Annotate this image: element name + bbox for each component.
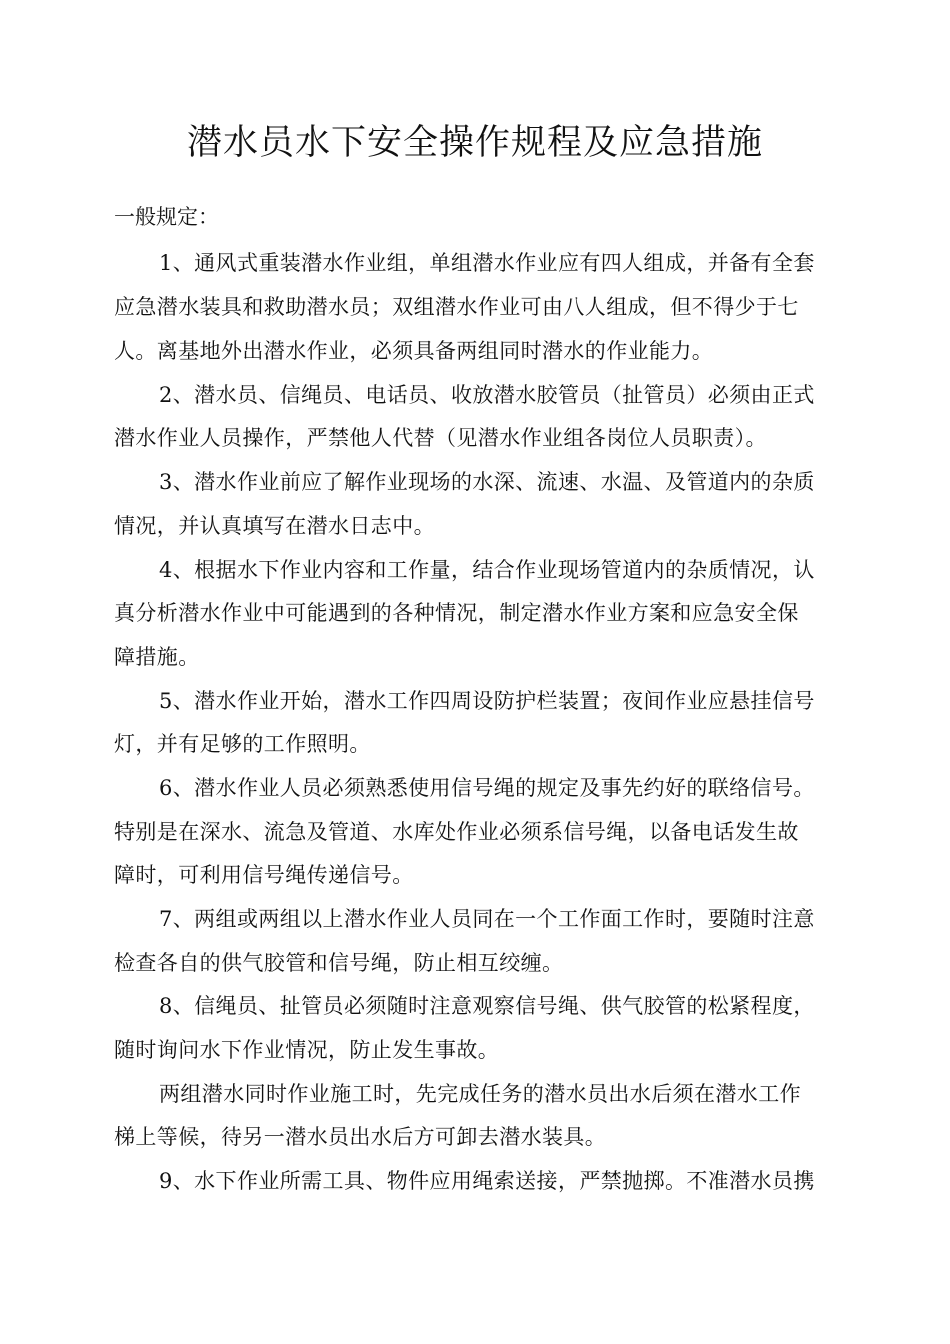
paragraph-line: 8、信绳员、扯管员必须随时注意观察信号绳、供气胶管的松紧程度，	[159, 994, 815, 1018]
paragraph-line: 5、潜水作业开始，潜水工作四周设防护栏装置；夜间作业应悬挂信号	[159, 689, 815, 713]
paragraph-line: 1、通风式重装潜水作业组，单组潜水作业应有四人组成，并备有全套	[159, 251, 815, 275]
paragraph-line: 人。离基地外出潜水作业，必须具备两组同时潜水的作业能力。	[114, 339, 714, 363]
paragraph-line: 特别是在深水、流急及管道、水库处作业必须系信号绳，以备电话发生故	[114, 820, 799, 844]
document-title: 潜水员水下安全操作规程及应急措施	[186, 123, 763, 163]
paragraph-line: 检查各自的供气胶管和信号绳，防止相互绞缠。	[114, 951, 564, 975]
paragraph-line: 随时询问水下作业情况，防止发生事故。	[114, 1038, 500, 1062]
paragraph-line: 7、两组或两组以上潜水作业人员同在一个工作面工作时，要随时注意	[159, 907, 815, 931]
paragraph-line: 障时，可利用信号绳传递信号。	[114, 863, 414, 887]
paragraph-line: 情况，并认真填写在潜水日志中。	[114, 514, 435, 538]
paragraph-line: 4、根据水下作业内容和工作量，结合作业现场管道内的杂质情况，认	[159, 558, 815, 582]
paragraph-line: 3、潜水作业前应了解作业现场的水深、流速、水温、及管道内的杂质	[159, 470, 815, 494]
paragraph-line: 6、潜水作业人员必须熟悉使用信号绳的规定及事先约好的联络信号。	[159, 776, 815, 800]
paragraph-line: 梯上等候，待另一潜水员出水后方可卸去潜水装具。	[114, 1125, 607, 1149]
paragraph-line: 真分析潜水作业中可能遇到的各种情况，制定潜水作业方案和应急安全保	[114, 601, 799, 625]
paragraph-line: 潜水作业人员操作，严禁他人代替（见潜水作业组各岗位人员职责）。	[114, 426, 767, 450]
section-heading: 一般规定：	[114, 205, 219, 229]
paragraph-line: 障措施。	[114, 645, 200, 669]
paragraph-line: 9、水下作业所需工具、物件应用绳索送接，严禁抛掷。不准潜水员携	[159, 1169, 815, 1193]
paragraph-line: 应急潜水装具和救助潜水员；双组潜水作业可由八人组成，但不得少于七	[114, 295, 799, 319]
paragraph-line: 灯，并有足够的工作照明。	[114, 732, 371, 756]
paragraph-line: 两组潜水同时作业施工时，先完成任务的潜水员出水后须在潜水工作	[159, 1082, 801, 1106]
paragraph-line: 2、潜水员、信绳员、电话员、收放潜水胶管员（扯管员）必须由正式	[159, 383, 815, 407]
